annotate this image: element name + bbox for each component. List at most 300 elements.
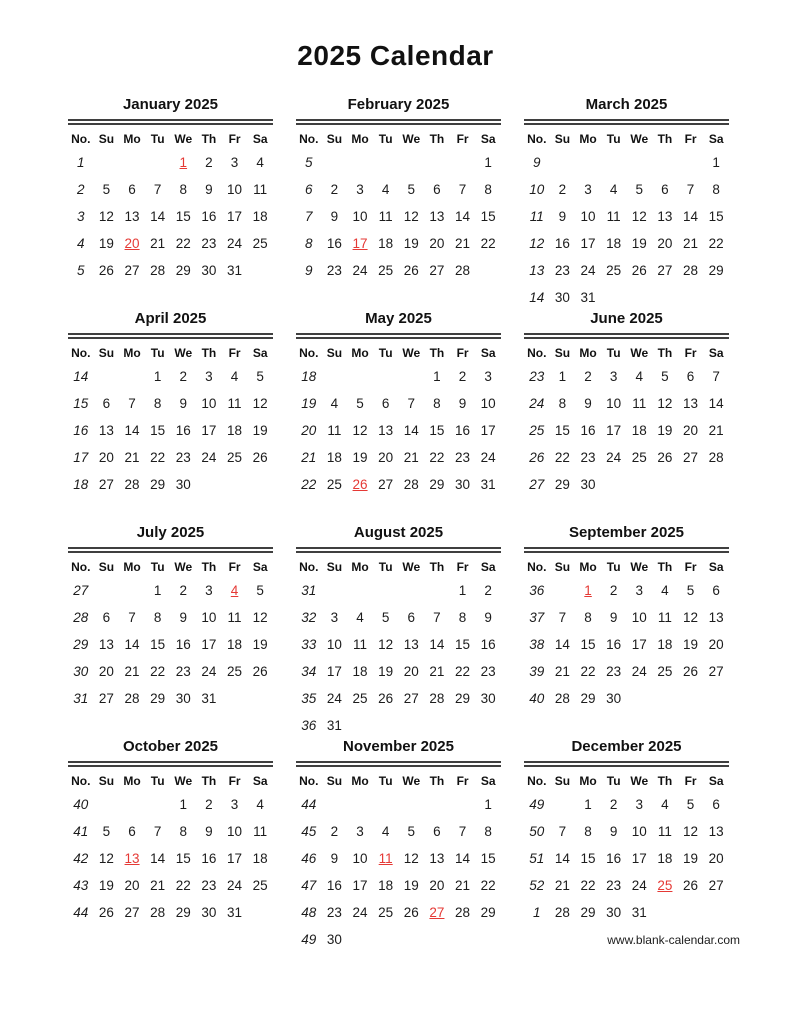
day-cell (475, 712, 501, 739)
week-row (524, 631, 729, 658)
day-cell: 1 (179, 797, 188, 812)
day-cell: 21 (554, 878, 570, 893)
day-cell: 11 (227, 396, 242, 411)
week-number: 49 (529, 797, 545, 812)
day-cell (347, 149, 373, 176)
day-cell: 30 (606, 905, 622, 920)
day-cell: 14 (403, 423, 419, 438)
month-block (68, 738, 273, 952)
month-table (524, 554, 729, 712)
day-cell (119, 577, 145, 604)
day-cell: 28 (455, 263, 471, 278)
week-number: 52 (529, 878, 545, 893)
day-cell: 1 (712, 155, 720, 170)
day-cell: 4 (381, 182, 390, 197)
day-cell: 1 (433, 369, 441, 384)
week-row (68, 444, 273, 471)
week-row (296, 899, 501, 926)
month-table (296, 126, 501, 284)
day-cell: 22 (708, 236, 724, 251)
day-cell (652, 471, 678, 498)
weekday-header: Th (657, 132, 673, 146)
day-cell: 1 (484, 797, 492, 812)
weekday-header: Su (98, 346, 115, 360)
month-title: October 2025 (122, 738, 219, 755)
day-cell (222, 685, 248, 712)
day-cell: 19 (252, 423, 268, 438)
day-cell: 28 (403, 477, 419, 492)
day-cell: 27 (708, 664, 724, 679)
weekday-header: We (402, 774, 421, 788)
week-number: 36 (301, 718, 317, 733)
day-cell: 5 (102, 824, 111, 839)
weekday-header: Tu (150, 132, 165, 146)
day-cell: 14 (124, 637, 140, 652)
week-number: 40 (529, 691, 545, 706)
day-cell: 4 (609, 182, 618, 197)
day-cell (627, 149, 653, 176)
week-row (68, 230, 273, 257)
month-block (524, 96, 729, 310)
day-cell: 26 (252, 664, 268, 679)
weekday-header: Tu (606, 346, 621, 360)
day-cell: 25 (252, 236, 268, 251)
month-divider (68, 119, 273, 125)
day-cell: 25 (631, 450, 647, 465)
holiday-day-cell: 26 (352, 477, 368, 492)
day-cell: 16 (606, 851, 622, 866)
day-cell: 9 (330, 851, 339, 866)
week-row (524, 363, 729, 390)
day-cell: 10 (201, 610, 217, 625)
day-cell: 14 (124, 423, 140, 438)
day-cell: 22 (480, 878, 496, 893)
day-cell: 13 (657, 209, 673, 224)
week-number: 14 (73, 369, 89, 384)
day-cell: 21 (124, 450, 140, 465)
weekday-header: No. (527, 560, 547, 574)
day-cell (347, 926, 373, 953)
weekday-header: Fr (456, 774, 469, 788)
month-block (296, 524, 501, 738)
day-cell (575, 149, 601, 176)
day-cell (678, 149, 704, 176)
day-cell (652, 149, 678, 176)
day-cell: 22 (455, 664, 471, 679)
day-cell: 3 (635, 583, 644, 598)
day-cell: 29 (175, 905, 191, 920)
weekday-header: We (174, 560, 193, 574)
day-cell: 11 (227, 610, 242, 625)
day-cell: 2 (584, 369, 592, 384)
day-cell: 12 (352, 423, 368, 438)
day-cell: 20 (98, 450, 114, 465)
day-cell: 28 (124, 691, 140, 706)
day-cell: 26 (403, 905, 419, 920)
day-cell: 24 (326, 691, 342, 706)
day-cell (627, 284, 653, 311)
day-cell: 8 (153, 610, 162, 625)
week-row (68, 791, 273, 818)
day-cell: 23 (554, 263, 570, 278)
month-title: May 2025 (365, 310, 432, 327)
week-number: 51 (529, 851, 545, 866)
day-cell: 2 (558, 182, 567, 197)
week-row (68, 257, 273, 284)
day-cell (119, 363, 145, 390)
day-cell: 4 (256, 155, 264, 170)
day-cell: 8 (179, 182, 188, 197)
weekday-header-row (68, 126, 273, 149)
week-row (524, 899, 729, 926)
day-cell: 31 (480, 477, 496, 492)
day-cell: 6 (433, 182, 441, 197)
week-number: 5 (305, 155, 313, 170)
weekday-header: Sa (252, 774, 268, 788)
day-cell (424, 149, 450, 176)
day-cell: 12 (378, 637, 394, 652)
day-cell: 11 (606, 209, 621, 224)
day-cell: 13 (683, 396, 699, 411)
week-number: 45 (301, 824, 317, 839)
day-cell: 28 (150, 263, 166, 278)
day-cell: 9 (330, 209, 339, 224)
week-row (296, 257, 501, 284)
day-cell: 13 (429, 209, 445, 224)
weekday-header: No. (527, 132, 547, 146)
week-number: 36 (529, 583, 545, 598)
week-row (296, 471, 501, 498)
day-cell: 31 (631, 905, 647, 920)
day-cell: 20 (708, 851, 724, 866)
day-cell (347, 363, 373, 390)
week-row (296, 390, 501, 417)
day-cell: 5 (256, 369, 264, 384)
day-cell (703, 685, 729, 712)
week-number: 35 (301, 691, 317, 706)
day-cell: 1 (153, 583, 162, 598)
day-cell: 4 (661, 797, 669, 812)
day-cell (450, 791, 476, 818)
day-cell: 15 (429, 423, 445, 438)
holiday-day-cell: 27 (429, 905, 445, 920)
day-cell: 17 (580, 236, 596, 251)
month-block (68, 524, 273, 738)
week-number: 44 (301, 797, 317, 812)
day-cell: 22 (150, 664, 166, 679)
week-row (296, 631, 501, 658)
week-row (296, 203, 501, 230)
day-cell (145, 791, 171, 818)
day-cell: 15 (150, 637, 166, 652)
day-cell: 24 (606, 450, 622, 465)
day-cell (475, 257, 501, 284)
day-cell: 2 (179, 369, 188, 384)
day-cell (399, 712, 425, 739)
week-number: 46 (301, 851, 317, 866)
day-cell (678, 284, 704, 311)
day-cell: 27 (98, 691, 114, 706)
weekday-header: Fr (684, 774, 697, 788)
week-number: 13 (529, 263, 545, 278)
week-row (68, 471, 273, 498)
week-row (524, 818, 729, 845)
week-row (524, 658, 729, 685)
day-cell: 6 (102, 396, 111, 411)
week-number: 11 (529, 209, 544, 224)
week-row (296, 363, 501, 390)
day-cell: 28 (554, 691, 570, 706)
day-cell (424, 712, 450, 739)
day-cell: 26 (657, 450, 673, 465)
day-cell: 17 (480, 423, 496, 438)
weekday-header: Su (326, 774, 343, 788)
month-title: December 2025 (571, 738, 682, 755)
day-cell (373, 791, 399, 818)
day-cell: 28 (429, 691, 445, 706)
week-row (296, 444, 501, 471)
day-cell: 19 (657, 423, 673, 438)
week-row (524, 872, 729, 899)
day-cell (119, 791, 145, 818)
day-cell: 8 (153, 396, 162, 411)
week-number: 34 (301, 664, 317, 679)
day-cell: 5 (102, 182, 111, 197)
day-cell: 8 (584, 824, 592, 839)
day-cell: 17 (631, 851, 647, 866)
day-cell (601, 284, 627, 311)
weekday-header: Tu (150, 774, 165, 788)
day-cell: 2 (179, 583, 188, 598)
week-number: 39 (529, 664, 545, 679)
day-cell: 12 (631, 209, 647, 224)
weekday-header: Su (554, 132, 571, 146)
month-block (296, 310, 501, 524)
day-cell: 30 (175, 477, 191, 492)
day-cell: 25 (378, 263, 394, 278)
day-cell: 22 (580, 878, 596, 893)
week-row (296, 818, 501, 845)
day-cell: 23 (606, 878, 622, 893)
day-cell: 5 (407, 182, 416, 197)
weekday-header: No. (299, 560, 319, 574)
day-cell (373, 577, 399, 604)
site-url: www.blank-calendar.com (607, 933, 740, 947)
day-cell: 19 (403, 878, 419, 893)
weekday-header: We (402, 132, 421, 146)
day-cell: 21 (403, 450, 419, 465)
week-row (296, 712, 501, 739)
month-divider (524, 547, 729, 553)
weekday-header: Su (98, 132, 115, 146)
week-number: 25 (529, 423, 545, 438)
week-number: 47 (301, 878, 317, 893)
week-row (296, 176, 501, 203)
weekday-header-row (524, 554, 729, 577)
week-number: 30 (73, 664, 89, 679)
day-cell: 17 (631, 637, 647, 652)
day-cell: 22 (429, 450, 445, 465)
week-row (524, 845, 729, 872)
day-cell: 13 (98, 637, 114, 652)
day-cell: 10 (352, 851, 368, 866)
day-cell: 3 (205, 583, 213, 598)
day-cell (247, 899, 273, 926)
week-number: 16 (73, 423, 89, 438)
month-title: July 2025 (136, 524, 205, 541)
weekday-header: Fr (228, 132, 241, 146)
day-cell: 4 (356, 610, 364, 625)
day-cell: 21 (708, 423, 724, 438)
weekday-header: Sa (708, 774, 724, 788)
day-cell: 26 (683, 878, 699, 893)
day-cell: 22 (175, 236, 191, 251)
day-cell: 16 (175, 423, 191, 438)
day-cell: 25 (227, 664, 243, 679)
day-cell (652, 899, 678, 926)
day-cell: 24 (580, 263, 596, 278)
week-number: 33 (301, 637, 317, 652)
weekday-header: Su (326, 346, 343, 360)
week-row (524, 577, 729, 604)
day-cell (373, 712, 399, 739)
holiday-day-cell: 11 (378, 851, 393, 866)
day-cell: 31 (227, 263, 243, 278)
month-title: February 2025 (347, 96, 450, 113)
day-cell: 16 (326, 878, 342, 893)
day-cell (94, 577, 120, 604)
day-cell: 8 (458, 610, 467, 625)
day-cell (627, 685, 653, 712)
week-row (524, 390, 729, 417)
day-cell: 16 (580, 423, 596, 438)
week-row (68, 818, 273, 845)
day-cell: 27 (124, 905, 140, 920)
day-cell: 20 (124, 878, 140, 893)
week-row (68, 203, 273, 230)
day-cell (322, 149, 348, 176)
day-cell: 3 (356, 824, 364, 839)
day-cell (550, 149, 576, 176)
day-cell: 11 (253, 182, 268, 197)
day-cell: 18 (606, 236, 622, 251)
day-cell (399, 149, 425, 176)
day-cell: 7 (153, 824, 162, 839)
day-cell: 7 (153, 182, 162, 197)
day-cell: 9 (458, 396, 467, 411)
month-table (524, 340, 729, 498)
day-cell: 19 (403, 236, 419, 251)
day-cell (703, 899, 729, 926)
weekday-header: Th (201, 346, 217, 360)
day-cell: 23 (580, 450, 596, 465)
weekday-header: Mo (579, 560, 597, 574)
day-cell (450, 149, 476, 176)
day-cell: 12 (98, 851, 114, 866)
month-title: August 2025 (353, 524, 444, 541)
day-cell: 19 (98, 878, 114, 893)
week-row (296, 872, 501, 899)
day-cell (373, 149, 399, 176)
month-block (68, 96, 273, 310)
week-number: 18 (73, 477, 89, 492)
day-cell: 11 (632, 396, 647, 411)
week-number: 3 (77, 209, 85, 224)
week-row (524, 791, 729, 818)
weekday-header: No. (527, 774, 547, 788)
day-cell: 25 (352, 691, 368, 706)
weekday-header: We (630, 346, 649, 360)
day-cell: 15 (150, 423, 166, 438)
week-number: 44 (73, 905, 89, 920)
weekday-header: Th (429, 132, 445, 146)
day-cell: 30 (201, 905, 217, 920)
day-cell: 30 (455, 477, 471, 492)
weekday-header: We (630, 560, 649, 574)
week-number: 26 (529, 450, 545, 465)
day-cell: 26 (252, 450, 268, 465)
day-cell: 3 (484, 369, 492, 384)
day-cell: 16 (326, 236, 342, 251)
day-cell: 29 (150, 477, 166, 492)
day-cell: 20 (98, 664, 114, 679)
weekday-header: Tu (378, 774, 393, 788)
day-cell: 23 (326, 263, 342, 278)
day-cell: 24 (480, 450, 496, 465)
day-cell: 24 (227, 878, 243, 893)
day-cell: 30 (201, 263, 217, 278)
day-cell: 23 (455, 450, 471, 465)
weekday-header: We (630, 774, 649, 788)
day-cell: 23 (175, 664, 191, 679)
day-cell (399, 363, 425, 390)
day-cell: 16 (480, 637, 496, 652)
day-cell: 13 (378, 423, 394, 438)
day-cell: 5 (256, 583, 264, 598)
day-cell (247, 685, 273, 712)
weekday-header-row (68, 340, 273, 363)
week-row (68, 658, 273, 685)
day-cell: 19 (98, 236, 114, 251)
week-row (296, 658, 501, 685)
day-cell: 27 (403, 691, 419, 706)
day-cell: 22 (580, 664, 596, 679)
day-cell: 24 (631, 664, 647, 679)
day-cell: 21 (124, 664, 140, 679)
weekday-header: Fr (456, 346, 469, 360)
day-cell: 5 (661, 369, 669, 384)
day-cell: 3 (356, 182, 364, 197)
month-divider (296, 547, 501, 553)
weekday-header: We (402, 346, 421, 360)
day-cell: 25 (657, 664, 673, 679)
day-cell: 15 (480, 209, 496, 224)
week-number: 40 (73, 797, 89, 812)
weekday-header: Th (429, 560, 445, 574)
day-cell: 28 (708, 450, 724, 465)
weekday-header: Mo (123, 774, 141, 788)
day-cell: 12 (403, 851, 419, 866)
day-cell: 4 (661, 583, 669, 598)
day-cell: 1 (458, 583, 467, 598)
day-cell: 15 (455, 637, 471, 652)
weekday-header-row (296, 126, 501, 149)
weekday-header: No. (71, 132, 91, 146)
weekday-header: We (174, 774, 193, 788)
weekday-header: Fr (684, 560, 697, 574)
weekday-header: Tu (150, 560, 165, 574)
day-cell (247, 257, 273, 284)
